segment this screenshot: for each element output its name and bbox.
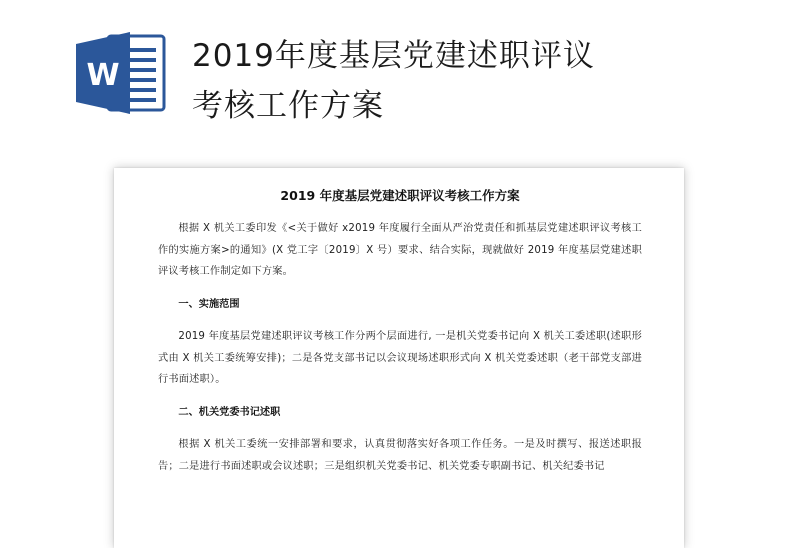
- document-body: [158, 186, 642, 488]
- document-page: [114, 168, 684, 548]
- document-title: 2019 年度基层党建述职评议考核工作方案: [280, 188, 520, 203]
- intro-paragraph: 根据 X 机关工委印发《<关于做好 x2019 年度履行全面从严治党责任和抓基层党建述职评议考核工作的实施方案>的通知》(X 党工字〔2019〕X 号）要求、结合实际，现就做好 2019 年度基层党建述职评议考核工作制定如下方案。: [158, 223, 642, 277]
- word-document-icon: [74, 30, 168, 116]
- page-title-line-1: 2019年度基层党建述职评议: [192, 38, 595, 74]
- page-title-line-2: 考核工作方案: [192, 88, 384, 124]
- section-2-paragraph: 根据 X 机关工委统一安排部署和要求，认真贯彻落实好各项工作任务。一是及时撰写、报送述职报告；二是进行书面述职或会议述职；三是组织机关党委书记、机关党委专职副书记、机关纪委书记: [158, 439, 642, 472]
- section-heading-1: 一、实施范围: [178, 298, 240, 310]
- section-1-paragraph: 2019 年度基层党建述职评议考核工作分两个层面进行, 一是机关党委书记向 X 机关工委述职(述职形式由 X 机关工委统筹安排)；二是各党支部书记以会议现场述职形式向 X 机关党委述职（老干部党支部进行书面述职）。: [158, 331, 642, 385]
- section-heading-2: 二、机关党委书记述职: [178, 406, 281, 418]
- header: [0, 0, 800, 150]
- svg-text:W: W: [86, 58, 120, 93]
